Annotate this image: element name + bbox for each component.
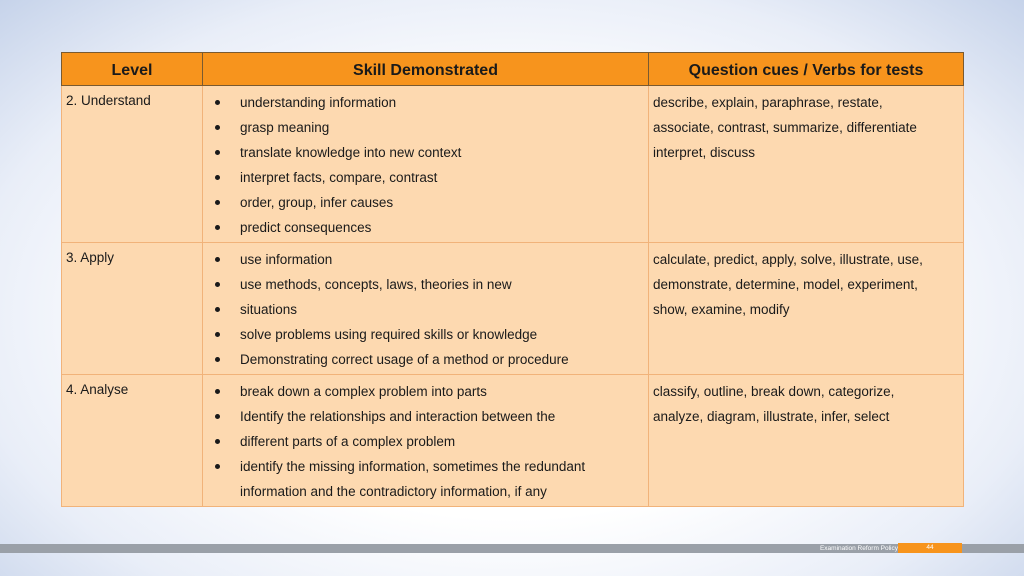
cue-line: classify, outline, break down, categorize,: [653, 384, 895, 399]
bullet-icon: [215, 175, 220, 180]
skill-item: situations: [203, 297, 648, 322]
level-cell: 2. Understand: [62, 86, 203, 243]
skill-cell: [203, 86, 649, 243]
header-skill: Skill Demonstrated: [203, 53, 649, 86]
skill-item: predict consequences: [203, 215, 648, 240]
bullet-icon: [215, 307, 220, 312]
cues-cell: [649, 86, 964, 243]
bullet-icon: [215, 225, 220, 230]
level-cell: 4. Analyse: [62, 375, 203, 507]
bullet-icon: [215, 464, 220, 469]
skill-item: order, group, infer causes: [203, 190, 648, 215]
cue-line: calculate, predict, apply, solve, illustrate, use,: [653, 252, 923, 267]
header-level: Level: [62, 53, 203, 86]
bullet-icon: [215, 200, 220, 205]
table-row: [62, 375, 964, 507]
cues-cell: [649, 243, 964, 375]
cue-line: demonstrate, determine, model, experiment,: [653, 277, 918, 292]
table-header-row: [62, 53, 964, 86]
skill-item: translate knowledge into new context: [203, 140, 648, 165]
skill-cell: [203, 375, 649, 507]
skill-item: use methods, concepts, laws, theories in new: [203, 272, 648, 297]
bullet-icon: [215, 125, 220, 130]
cue-line: analyze, diagram, illustrate, infer, select: [653, 409, 890, 424]
bullet-icon: [215, 389, 220, 394]
cue-line: describe, explain, paraphrase, restate,: [653, 95, 883, 110]
skill-cell: [203, 243, 649, 375]
cues-cell: [649, 375, 964, 507]
skill-item: solve problems using required skills or knowledge: [203, 322, 648, 347]
skill-item: break down a complex problem into parts: [203, 379, 648, 404]
level-cell: 3. Apply: [62, 243, 203, 375]
bullet-icon: [215, 357, 220, 362]
cue-line: interpret, discuss: [653, 145, 756, 160]
bullet-icon: [215, 439, 220, 444]
bullet-icon: [215, 100, 220, 105]
skill-item: use information: [203, 247, 648, 272]
skill-item: grasp meaning: [203, 115, 648, 140]
page-number: 44: [898, 543, 962, 553]
skill-item: identify the missing information, sometimes the redundant: [203, 454, 648, 479]
skill-item: understanding information: [203, 90, 648, 115]
cue-line: show, examine, modify: [653, 302, 790, 317]
skill-item: Identify the relationships and interaction between the: [203, 404, 648, 429]
bullet-icon: [215, 282, 220, 287]
bloom-taxonomy-table: [61, 52, 964, 507]
table-row: [62, 86, 964, 243]
header-cues: Question cues / Verbs for tests: [649, 53, 964, 86]
skill-item-continuation: information and the contradictory information, if any: [240, 484, 547, 499]
bullet-icon: [215, 150, 220, 155]
footer-label: Examination Reform Policy: [819, 545, 898, 552]
skill-item: interpret facts, compare, contrast: [203, 165, 648, 190]
bullet-icon: [215, 332, 220, 337]
bullet-icon: [215, 257, 220, 262]
skill-item: Demonstrating correct usage of a method or procedure: [203, 347, 648, 372]
skill-item: different parts of a complex problem: [203, 429, 648, 454]
cue-line: associate, contrast, summarize, differentiate: [653, 120, 917, 135]
bullet-icon: [215, 414, 220, 419]
table-row: [62, 243, 964, 375]
